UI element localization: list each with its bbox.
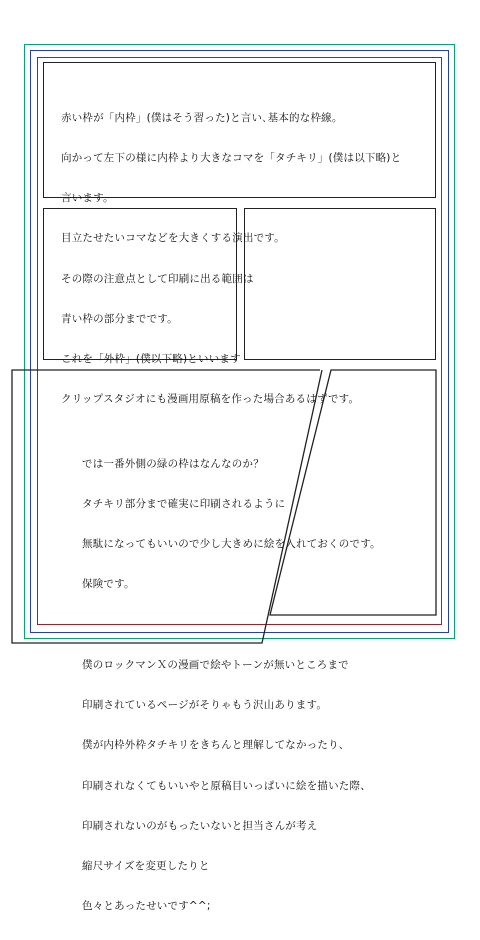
text-line: 目立たせたいコマなどを大きくする演出です。 [61,232,285,245]
text-line: 僕のロックマンＸの漫画で絵やトーンが無いところまで [82,658,349,671]
text-line: その際の注意点として印刷に出る範囲は [61,272,254,285]
text-line: 色々とあったせいです^^; [82,900,211,913]
text-line: 保険です。 [82,578,135,591]
text-line: クリップスタジオにも漫画用原稿を作った場合あるはずです。 [61,393,360,406]
text-line: 縮尺サイズを変更したりと [82,860,210,872]
text-line: 青い枠の部分までです。 [61,312,178,325]
text-line: では一番外側の緑の枠はなんなのか？ [82,457,264,470]
text-line: 印刷されないのがもったいないと担当さんが考え [82,819,318,832]
text-line: 無駄になってもいいので少し大きめに絵を入れておくのです。 [82,538,381,551]
text-line-blank [82,619,381,632]
explanation-text-bottom [82,431,381,940]
text-line: 言います。 [61,192,114,205]
text-line: 僕が内枠外枠タチキリをきちんと理解してなかったり、 [82,739,350,752]
explanation-text-top [61,85,401,434]
text-line: 向かって左下の様に内枠より大きなコマを「タチキリ」(僕は以下略)と [61,152,402,165]
text-line: 印刷されなくてもいいやと原稿目いっぱいに絵を描いた際、 [82,779,371,792]
text-line: 印刷されているページがそりゃもう沢山あります。 [82,699,328,712]
text-line: タチキリ部分まで確実に印刷されるように [82,498,286,511]
text-line: これを「外枠」(僕以下略)といいます [61,353,241,366]
text-line: 赤い枠が「内枠」(僕はそう習った)と言い､基本的な枠線。 [61,111,343,124]
